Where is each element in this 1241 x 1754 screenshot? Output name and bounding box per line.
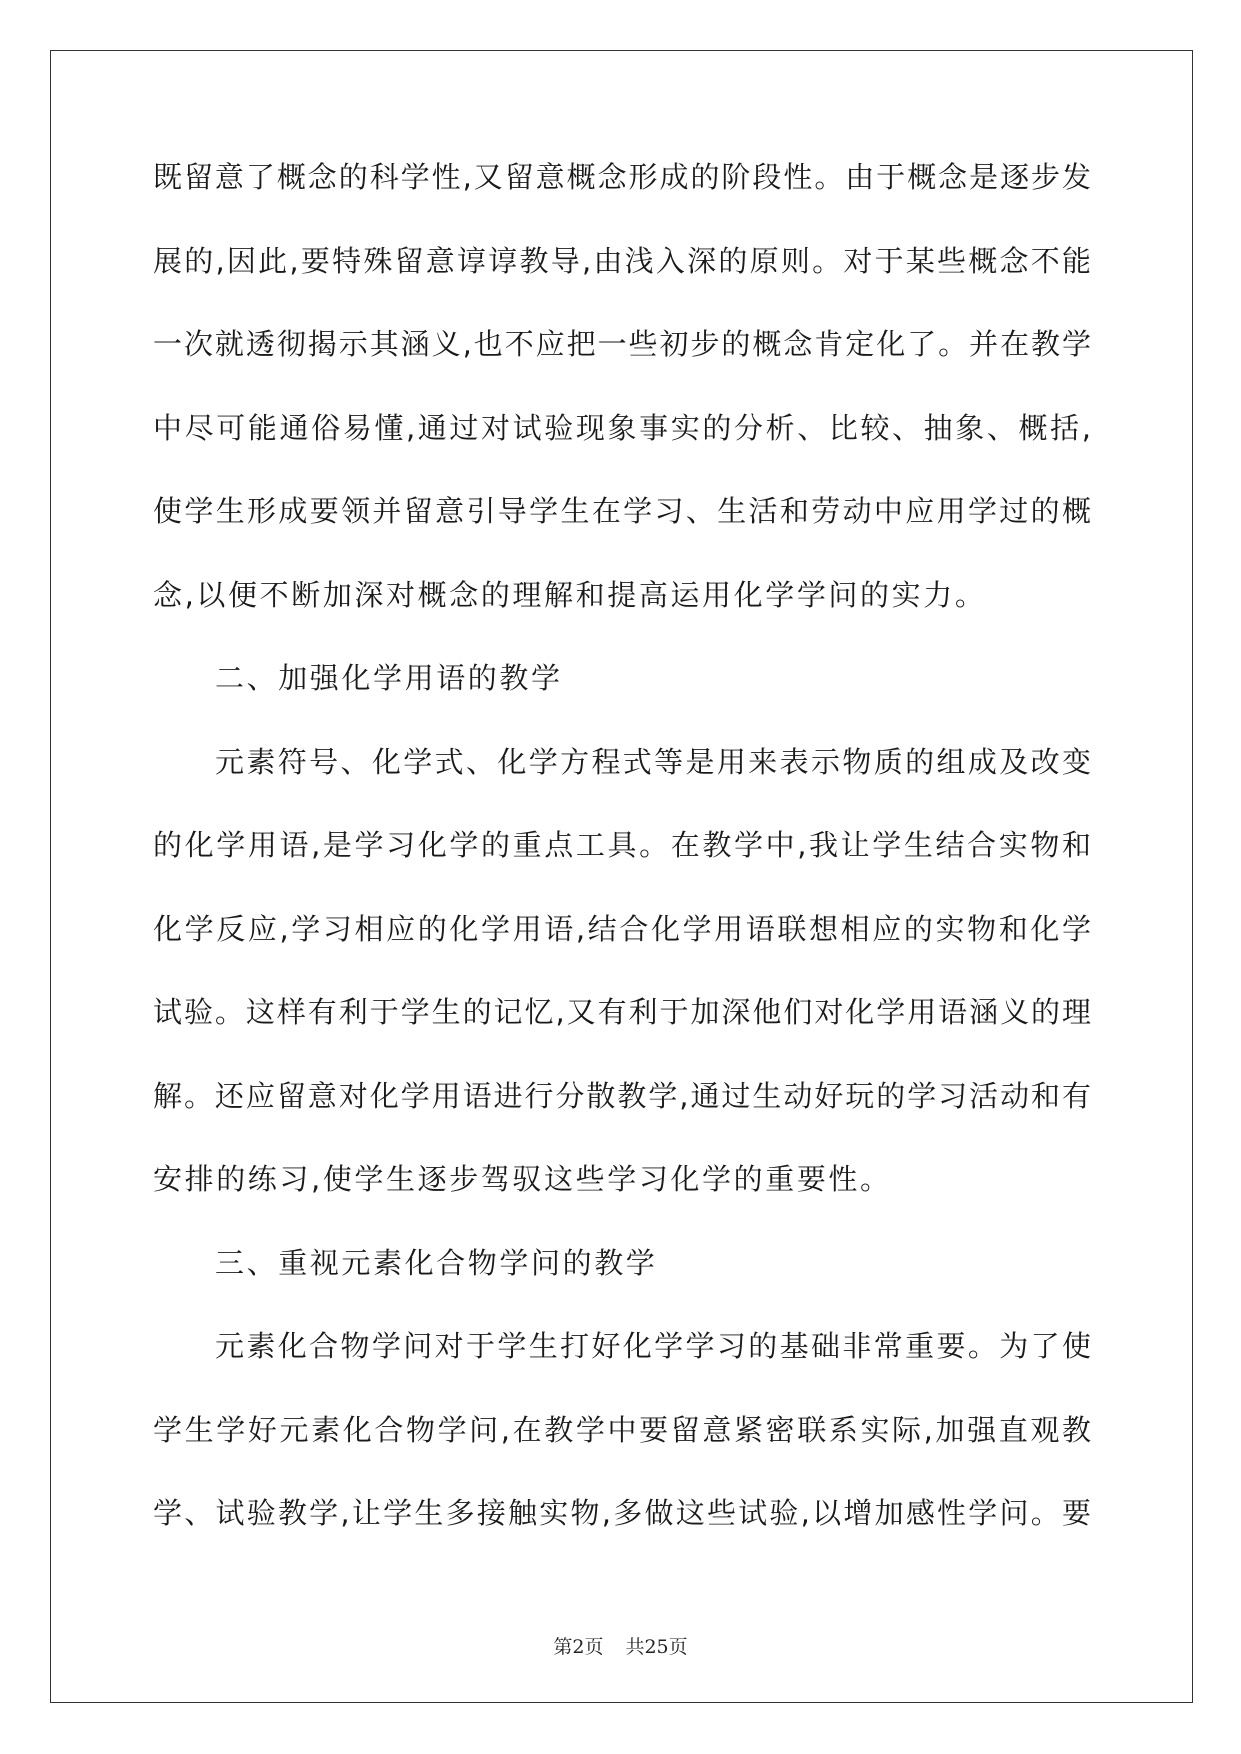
text-line: 中尽可能通俗易懂,通过对试验现象事实的分析、比较、抽象、概括, [153,410,1091,445]
section-heading: 二、加强化学用语的教学 [215,661,563,695]
document-body [153,160,1091,1580]
text-line: 安排的练习,使学生逐步驾驭这些学习化学的重要性。 [153,1162,892,1196]
text-line: 解。还应留意对化学用语进行分散教学,通过生动好玩的学习活动和有 [153,1078,1091,1113]
text-line: 一次就透彻揭示其涵义,也不应把一些初步的概念肯定化了。并在教学 [153,327,1091,361]
text-line: 元素化合物学问对于学生打好化学学习的基础非常重要。为了使 [215,1329,1091,1363]
text-line: 化学反应,学习相应的化学用语,结合化学用语联想相应的实物和化学 [153,911,1091,946]
page-number: 第2页 [553,1636,604,1658]
text-line: 试验。这样有利于学生的记忆,又有利于加深他们对化学用语涵义的理 [153,995,1091,1029]
page-footer [0,1632,1241,1659]
text-line: 使学生形成要领并留意引导学生在学习、生活和劳动中应用学过的概 [153,494,1091,528]
text-line: 念,以便不断加深对概念的理解和提高运用化学学问的实力。 [153,577,987,612]
text-line: 的化学用语,是学习化学的重点工具。在教学中,我让学生结合实物和 [153,828,1091,862]
text-line: 元素符号、化学式、化学方程式等是用来表示物质的组成及改变 [215,744,1091,779]
text-line: 学、试验教学,让学生多接触实物,多做这些试验,以增加感性学问。要 [153,1496,1091,1530]
page-total: 共25页 [625,1636,688,1658]
section-heading: 三、重视元素化合物学问的教学 [215,1245,658,1280]
text-line: 展的,因此,要特殊留意谆谆教导,由浅入深的原则。对于某些概念不能 [153,243,1091,278]
text-line: 既留意了概念的科学性,又留意概念形成的阶段性。由于概念是逐步发 [153,160,1091,194]
text-line: 学生学好元素化合物学问,在教学中要留意紧密联系实际,加强直观教 [153,1412,1091,1447]
